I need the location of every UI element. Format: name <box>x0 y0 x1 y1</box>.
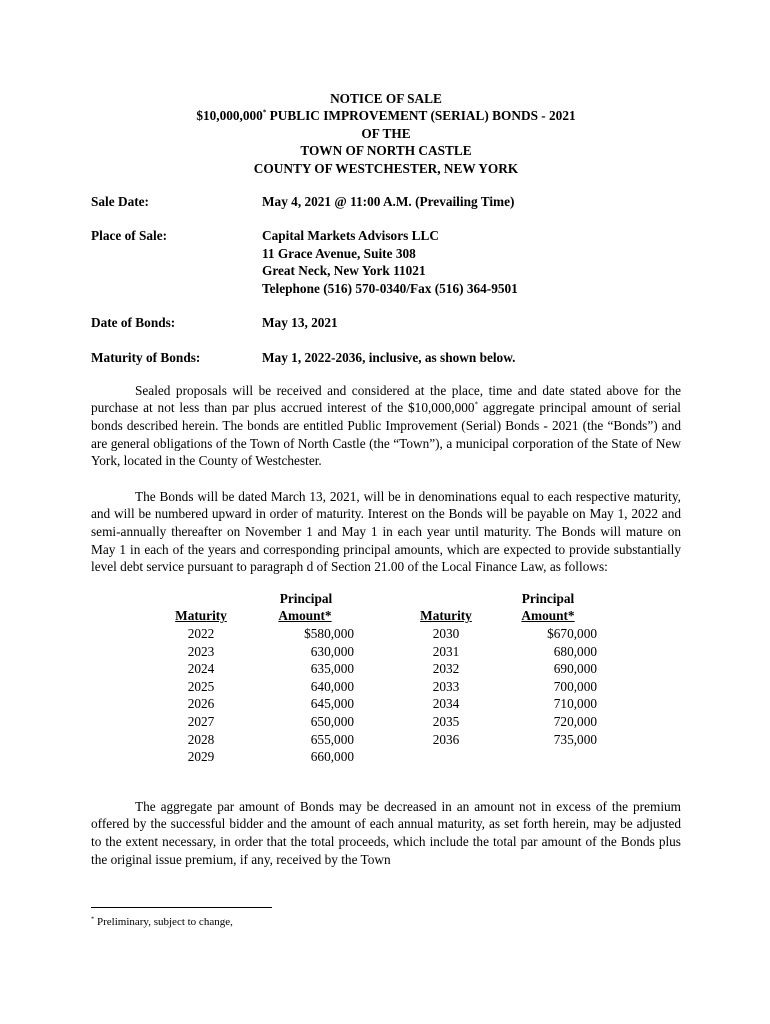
table-cell-year: 2028 <box>187 731 215 747</box>
table-cell-year: 2033 <box>432 678 460 694</box>
table-cell-year: 2031 <box>432 643 460 659</box>
title-amount: $10,000,000 <box>196 108 263 124</box>
title-line-town: TOWN OF NORTH CASTLE <box>300 143 472 159</box>
table-cell-amount: 720,000 <box>553 713 597 729</box>
left-maturity-header: Maturity <box>175 608 227 624</box>
title-line-of-the: OF THE <box>361 125 411 141</box>
table-cell-year: 2022 <box>187 626 215 641</box>
table-cell-year: 2027 <box>187 713 215 729</box>
right-maturity-column <box>403 607 489 748</box>
maturity-of-bonds-value: May 1, 2022-2036, inclusive, as shown below. <box>262 350 516 366</box>
paragraph-sealed-proposals <box>91 382 681 470</box>
title-footnote-marker: * <box>262 108 267 117</box>
date-of-bonds-label: Date of Bonds: <box>91 315 176 331</box>
table-cell-amount: 645,000 <box>310 696 354 712</box>
place-of-sale-field <box>91 227 681 297</box>
place-of-sale-value <box>262 227 681 297</box>
table-cell-amount: $580,000 <box>304 626 354 641</box>
title-bonds-name: PUBLIC IMPROVEMENT (SERIAL) BONDS - 2021 <box>266 108 576 124</box>
sale-date-field <box>91 193 681 210</box>
paragraph-bond-dates: The Bonds will be dated March 13, 2021, will be in denominations equal to each respective maturity, and will be numbered upward in order of maturity. Interest on the Bonds will be payable on May 1, 2022 and semi-annually thereafter on November 1 and May 1 in each year until maturity. The Bonds will mature on May 1 in each of the years and corresponding principal amounts, which are expected to provide substantially level debt service pursuant to paragraph d of Section 21.00 of the Local Finance Law, as follows: <box>91 488 681 575</box>
place-line-firm: Capital Markets Advisors LLC <box>262 228 439 244</box>
right-principal-header-line2: Amount* <box>521 608 575 624</box>
place-line-phone: Telephone (516) 570-0340/Fax (516) 364-9501 <box>262 280 518 296</box>
title-line-bonds <box>91 107 681 124</box>
left-principal-header-line2: Amount* <box>278 608 332 624</box>
table-cell-amount: 630,000 <box>310 643 354 659</box>
title-line-county: COUNTY OF WESTCHESTER, NEW YORK <box>253 160 519 176</box>
table-cell-amount: 710,000 <box>553 696 597 712</box>
table-cell-year: 2029 <box>187 749 215 765</box>
table-cell-amount: 735,000 <box>553 731 597 747</box>
table-cell-amount: 690,000 <box>553 661 597 677</box>
table-cell-year: 2023 <box>187 643 215 659</box>
maturity-of-bonds-label: Maturity of Bonds: <box>91 350 201 366</box>
place-line-city: Great Neck, New York 11021 <box>262 263 426 279</box>
footnote-marker: * <box>91 915 95 923</box>
sale-date-label: Sale Date: <box>91 194 149 210</box>
title-line-notice: NOTICE OF SALE <box>330 91 442 106</box>
p1-text-a: Sealed proposals will be received and considered at the place, time and date stated above for the purchase at not less than par plus accrued interest of the $10,000,000 <box>91 382 681 416</box>
footnote-text: Preliminary, subject to change, <box>94 916 233 928</box>
table-cell-amount: 640,000 <box>310 678 354 694</box>
left-principal-header-line1: Principal <box>279 590 333 606</box>
right-principal-header-line1: Principal <box>521 590 575 606</box>
maturity-table <box>91 590 681 776</box>
p1-text-b: aggregate principal amount of serial bonds described herein. The bonds are entitled Public Improvement (Serial) Bonds - 2021 (the “Bonds”) and are general obligations of the Town of North Castle (the “Town”), a municipal corporation of the State of New York, located in the County of Westchester. <box>91 400 682 469</box>
paragraph-aggregate-par: The aggregate par amount of Bonds may be decreased in an amount not in excess of the premium offered by the successful bidder and the amount of each annual maturity, as set forth herein, may be adjusted to the extent necessary, in order that the total proceeds, which include the total par amount of the Bonds plus the original issue premium, if any, received by the Town <box>91 798 681 867</box>
table-cell-amount: 650,000 <box>310 713 354 729</box>
table-cell-amount: 680,000 <box>553 643 597 659</box>
left-maturity-column <box>161 607 241 765</box>
table-cell-year: 2025 <box>187 678 215 694</box>
right-principal-column <box>497 590 597 748</box>
table-cell-amount: 635,000 <box>310 661 354 677</box>
footnote-divider <box>91 907 272 908</box>
p1-footnote-marker: * <box>474 401 479 410</box>
place-of-sale-label: Place of Sale: <box>91 228 168 244</box>
table-cell-year: 2034 <box>432 696 460 712</box>
left-principal-column <box>254 590 354 766</box>
table-cell-amount: 700,000 <box>553 678 597 694</box>
right-maturity-header: Maturity <box>420 608 472 624</box>
table-cell-year: 2024 <box>187 661 215 677</box>
table-cell-year: 2032 <box>432 661 460 677</box>
place-line-street: 11 Grace Avenue, Suite 308 <box>262 245 416 261</box>
maturity-of-bonds-field <box>91 349 681 366</box>
table-cell-amount: 660,000 <box>310 749 354 765</box>
table-cell-year: 2036 <box>432 731 460 747</box>
document-title <box>91 90 681 177</box>
date-of-bonds-value: May 13, 2021 <box>262 315 338 331</box>
table-cell-year: 2030 <box>432 626 460 641</box>
table-cell-year: 2035 <box>432 713 460 729</box>
notice-of-sale-page <box>91 90 681 868</box>
date-of-bonds-field <box>91 314 681 331</box>
table-cell-amount: 655,000 <box>310 731 354 747</box>
table-cell-amount: $670,000 <box>547 626 597 641</box>
table-cell-year: 2026 <box>187 696 215 712</box>
sale-date-value: May 4, 2021 @ 11:00 A.M. (Prevailing Time) <box>262 194 515 210</box>
footnote <box>91 915 233 929</box>
